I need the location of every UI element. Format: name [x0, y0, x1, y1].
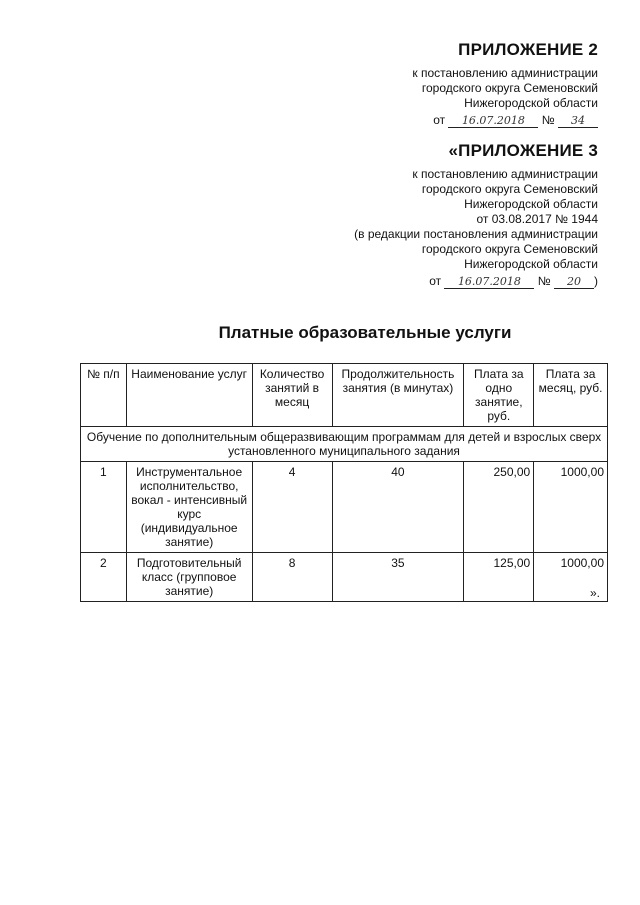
appendix2-line: городского округа Семеновский [421, 81, 598, 95]
header-cell: Плата за месяц, руб. [534, 364, 608, 427]
header-cell: № п/п [81, 364, 127, 427]
appendix2-block [412, 40, 598, 128]
cell-price-lesson: 250,00 [464, 462, 534, 553]
table-header-row [81, 364, 608, 427]
header-cell: Наименование услуг [126, 364, 252, 427]
table-row [81, 553, 608, 602]
table-row [81, 462, 608, 553]
appendix3-line: городского округа Семеновский [421, 242, 598, 256]
appendix3-title: «ПРИЛОЖЕНИЕ 3 [448, 141, 598, 160]
appendix2-date-line [412, 113, 598, 128]
cell-price-month: 1000,00 [534, 462, 608, 553]
header-cell: Плата за одно занятие, руб. [464, 364, 534, 427]
appendix3-line: от 03.08.2017 № 1944 [476, 212, 598, 226]
page-title: Платные образовательные услуги [218, 323, 512, 342]
cell-duration: 40 [332, 462, 464, 553]
handwritten-number: 34 [558, 113, 598, 128]
appendix2-title: ПРИЛОЖЕНИЕ 2 [458, 40, 598, 59]
appendix3-block [354, 141, 598, 289]
header-cell: Количество занятий в месяц [252, 364, 332, 427]
appendix3-line: городского округа Семеновский [421, 182, 598, 196]
appendix3-line: Нижегородской области [464, 257, 598, 271]
cell-duration: 35 [332, 553, 464, 602]
handwritten-date: 16.07.2018 [444, 274, 534, 289]
cell-num: 1 [81, 462, 127, 553]
date-prefix: от [433, 113, 446, 127]
appendix2-line: Нижегородской области [464, 96, 598, 110]
appendix3-date-line [354, 274, 598, 289]
handwritten-date: 16.07.2018 [448, 113, 538, 128]
header-cell: Продолжительность занятия (в минутах) [332, 364, 464, 427]
cell-num: 2 [81, 553, 127, 602]
closing-quote: ». [590, 586, 601, 600]
appendix3-line: (в редакции постановления администрации [354, 227, 598, 241]
services-table [80, 363, 608, 602]
handwritten-number: 20 [554, 274, 594, 289]
close-paren: ) [594, 274, 598, 288]
number-prefix: № [541, 113, 555, 127]
section-cell: Обучение по дополнительным общеразвивающим программам для детей и взрослых сверх установленного муниципального задания [81, 427, 608, 462]
date-prefix: от [429, 274, 442, 288]
table-section-row [81, 427, 608, 462]
appendix3-line: к постановлению администрации [412, 167, 598, 181]
appendix2-line: к постановлению администрации [412, 66, 598, 80]
cell-price-lesson: 125,00 [464, 553, 534, 602]
appendix3-line: Нижегородской области [464, 197, 598, 211]
cell-lessons: 4 [252, 462, 332, 553]
cell-service: Инструментальное исполнительство, вокал - интенсивный курс (индивидуальное занятие) [126, 462, 252, 553]
cell-price-month: 1000,00 [534, 553, 608, 602]
number-prefix: № [537, 274, 551, 288]
cell-lessons: 8 [252, 553, 332, 602]
cell-service: Подготовительный класс (групповое занятие) [126, 553, 252, 602]
